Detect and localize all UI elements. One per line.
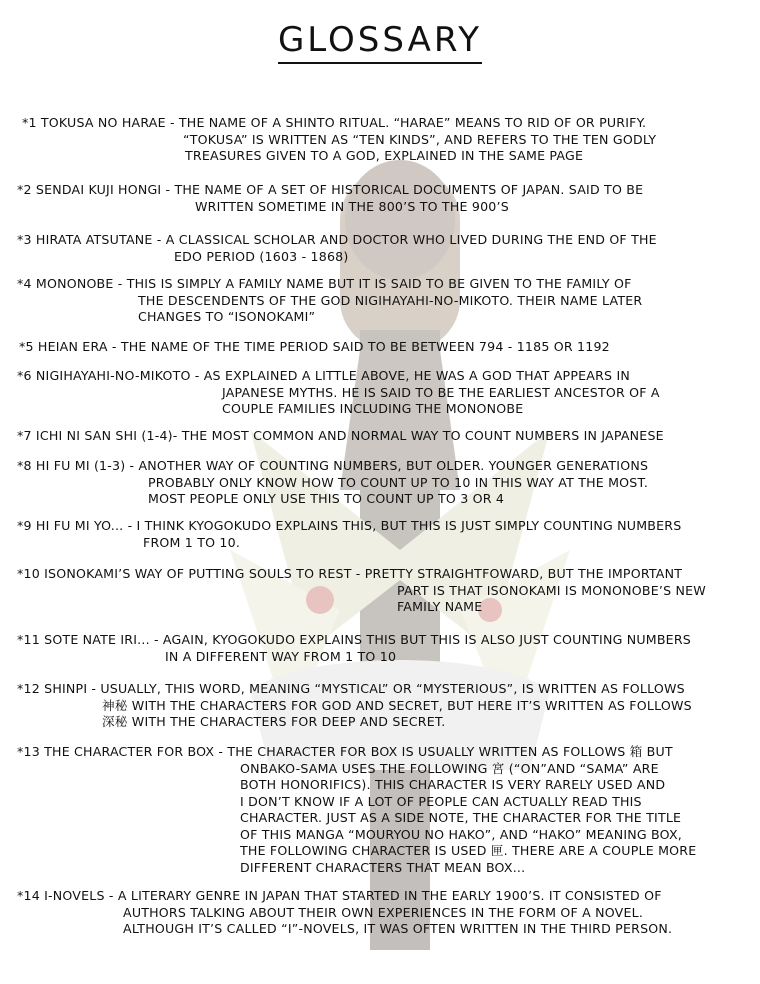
- glossary-entry-9: *9 HI FU MI YO... - I THINK KYOGOKUDO EXPLAINS THIS, BUT THIS IS JUST SIMPLY COUNTING NUMBERS FROM 1 TO 10.: [17, 518, 682, 550]
- glossary-entry-10: *10 ISONOKAMI’S WAY OF PUTTING SOULS TO REST - PRETTY STRAIGHTFOWARD, BUT THE IMPORTANT PART IS THAT ISONOKAMI IS MONONOBE’S NEW FAMILY NAME: [17, 566, 706, 614]
- glossary-entry-2: *2 SENDAI KUJI HONGI - THE NAME OF A SET OF HISTORICAL DOCUMENTS OF JAPAN. SAID TO BE WRITTEN SOMETIME IN THE 800’S TO THE 900’S: [17, 182, 644, 214]
- glossary-entry-11: *11 SOTE NATE IRI... - AGAIN, KYOGOKUDO EXPLAINS THIS BUT THIS IS ALSO JUST COUNTING NUMBERS IN A DIFFERENT WAY FROM 1 TO 10: [17, 632, 691, 664]
- glossary-entry-14: *14 I-NOVELS - A LITERARY GENRE IN JAPAN THAT STARTED IN THE EARLY 1900’S. IT CONSISTED OF AUTHORS TALKING ABOUT THEIR OWN EXPERIENCES IN THE FORM OF A NOVEL. ALTHOUGH IT’S CALLED “I”-NOVELS, IT WAS OFTEN WRITTEN IN THE THIRD PERSON.: [17, 888, 673, 936]
- page-title: GLOSSARY: [0, 20, 760, 60]
- glossary-entry-13: *13 THE CHARACTER FOR BOX - THE CHARACTER FOR BOX IS USUALLY WRITTEN AS FOLLOWS 箱 BUT ONBAKO-SAMA USES THE FOLLOWING 宮 (“ON”AND “SAMA” ARE BOTH HONORIFICS). THIS CHARACTER IS VERY RARELY USED AND I DON’T KNOW IF A LOT OF PEOPLE CAN ACTUALLY READ THIS CHARACTER. JUST AS A SIDE NOTE, THE CHARACTER FOR THE TITLE OF THIS MANGA “MOURYOU NO HAKO”, AND “HAKO” MEANING BOX, THE FOLLOWING CHARACTER IS USED 匣. THERE ARE A COUPLE MORE DIFFERENT CHARACTERS THAT MEAN BOX...: [17, 744, 697, 875]
- glossary-entry-3: *3 HIRATA ATSUTANE - A CLASSICAL SCHOLAR AND DOCTOR WHO LIVED DURING THE END OF THE EDO PERIOD (1603 - 1868): [17, 232, 657, 264]
- glossary-entry-5: *5 HEIAN ERA - THE NAME OF THE TIME PERIOD SAID TO BE BETWEEN 794 - 1185 OR 1192: [19, 339, 610, 354]
- glossary-entry-4: *4 MONONOBE - THIS IS SIMPLY A FAMILY NAME BUT IT IS SAID TO BE GIVEN TO THE FAMILY OF THE DESCENDENTS OF THE GOD NIGIHAYAHI-NO-MIKOTO. THEIR NAME LATER CHANGES TO “ISONOKAMI”: [17, 276, 643, 324]
- glossary-entry-8: *8 HI FU MI (1-3) - ANOTHER WAY OF COUNTING NUMBERS, BUT OLDER. YOUNGER GENERATIONS PROBABLY ONLY KNOW HOW TO COUNT UP TO 10 IN THIS WAY AT THE MOST. MOST PEOPLE ONLY USE THIS TO COUNT UP TO 3 OR 4: [17, 458, 649, 506]
- glossary-entry-1: *1 TOKUSA NO HARAE - THE NAME OF A SHINTO RITUAL. “HARAE” MEANS TO RID OF OR PURIFY. “TOKUSA” IS WRITTEN AS “TEN KINDS”, AND REFERS TO THE TEN GODLY TREASURES GIVEN TO A GOD, EXPLAINED IN THE SAME PAGE: [22, 115, 657, 163]
- glossary-entry-7: *7 ICHI NI SAN SHI (1-4)- THE MOST COMMON AND NORMAL WAY TO COUNT NUMBERS IN JAPANESE: [17, 428, 664, 443]
- glossary-entry-6: *6 NIGIHAYAHI-NO-MIKOTO - AS EXPLAINED A LITTLE ABOVE, HE WAS A GOD THAT APPEARS IN JAPANESE MYTHS. HE IS SAID TO BE THE EARLIEST ANCESTOR OF A COUPLE FAMILIES INCLUDING THE MONONOBE: [17, 368, 660, 416]
- glossary-entry-12: *12 SHINPI - USUALLY, THIS WORD, MEANING “MYSTICAL” OR “MYSTERIOUS”, IS WRITTEN AS FOLLOWS 神秘 WITH THE CHARACTERS FOR GOD AND SECRET, BUT HERE IT’S WRITTEN AS FOLLOWS 深秘 WITH THE CHARACTERS FOR DEEP AND SECRET.: [17, 681, 692, 729]
